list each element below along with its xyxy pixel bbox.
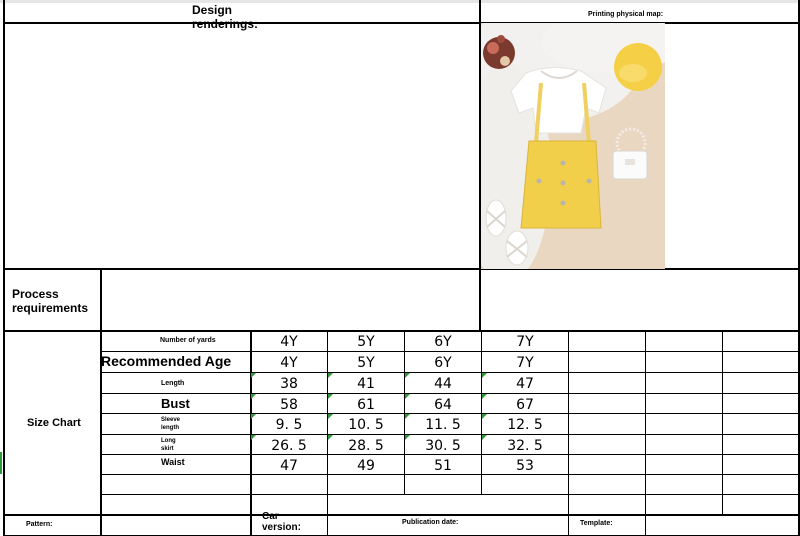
row-label-waist: Waist [161,457,185,467]
row-label-number-of-yards: Number of yards [160,337,216,344]
cell: 67 [516,397,534,413]
cell: 9. 5 [275,417,303,433]
design-renderings-label [192,4,258,30]
sleeve-line1: Sleeve [161,417,181,423]
row-label-bust: Bust [161,396,190,411]
row-label-length: Length [161,380,185,387]
cell: 4Y [280,334,298,350]
pattern-label: Pattern: [26,521,53,528]
cell: 58 [280,397,298,413]
cell: 47 [280,458,298,474]
car-line2: version: [262,522,301,533]
publication-date-label: Publication date: [402,519,459,526]
car-version-label [262,511,301,533]
cell: 51 [434,458,452,474]
cell: 12. 5 [507,417,543,433]
cell: 30. 5 [425,438,461,454]
cell: 32. 5 [507,438,543,454]
product-photo-icon [481,23,665,269]
cell: 41 [357,376,375,392]
cell: 26. 5 [271,438,307,454]
design-label-line1: Design [192,3,233,17]
cell: 7Y [516,334,534,350]
cell: 6Y [434,355,452,371]
cell: 5Y [357,355,375,371]
skirt-line2: skirt [161,446,174,452]
cell: 11. 5 [425,417,461,433]
spreadsheet-header-strip [0,0,800,3]
cell: 4Y [280,355,298,371]
row-selection-marker [0,452,2,474]
cell: 38 [280,376,298,392]
cell: 10. 5 [348,417,384,433]
cell: 53 [516,458,534,474]
row-label-long-skirt [161,437,176,453]
cell: 44 [434,376,452,392]
cell: 28. 5 [348,438,384,454]
size-chart-label: Size Chart [27,417,81,429]
cell: 7Y [516,355,534,371]
product-photo [481,23,665,269]
printing-physical-map-label: Printing physical map: [588,11,664,18]
cell: 5Y [357,334,375,350]
skirt-line1: Long [161,438,176,444]
process-label-line1: Process [12,287,59,301]
template-label: Template: [580,520,613,527]
process-requirements-label [12,287,88,315]
cell: 64 [434,397,452,413]
sleeve-line2: length [161,425,179,431]
cell: 49 [357,458,375,474]
car-line1: Car [262,511,279,522]
cell: 47 [516,376,534,392]
cell: 61 [357,397,375,413]
row-label-sleeve-length [161,416,180,432]
process-label-line2: requirements [12,301,89,315]
cell: 6Y [434,334,452,350]
design-label-line2: renderings: [192,17,259,31]
row-label-recommended-age: Recommended Age [101,353,232,369]
